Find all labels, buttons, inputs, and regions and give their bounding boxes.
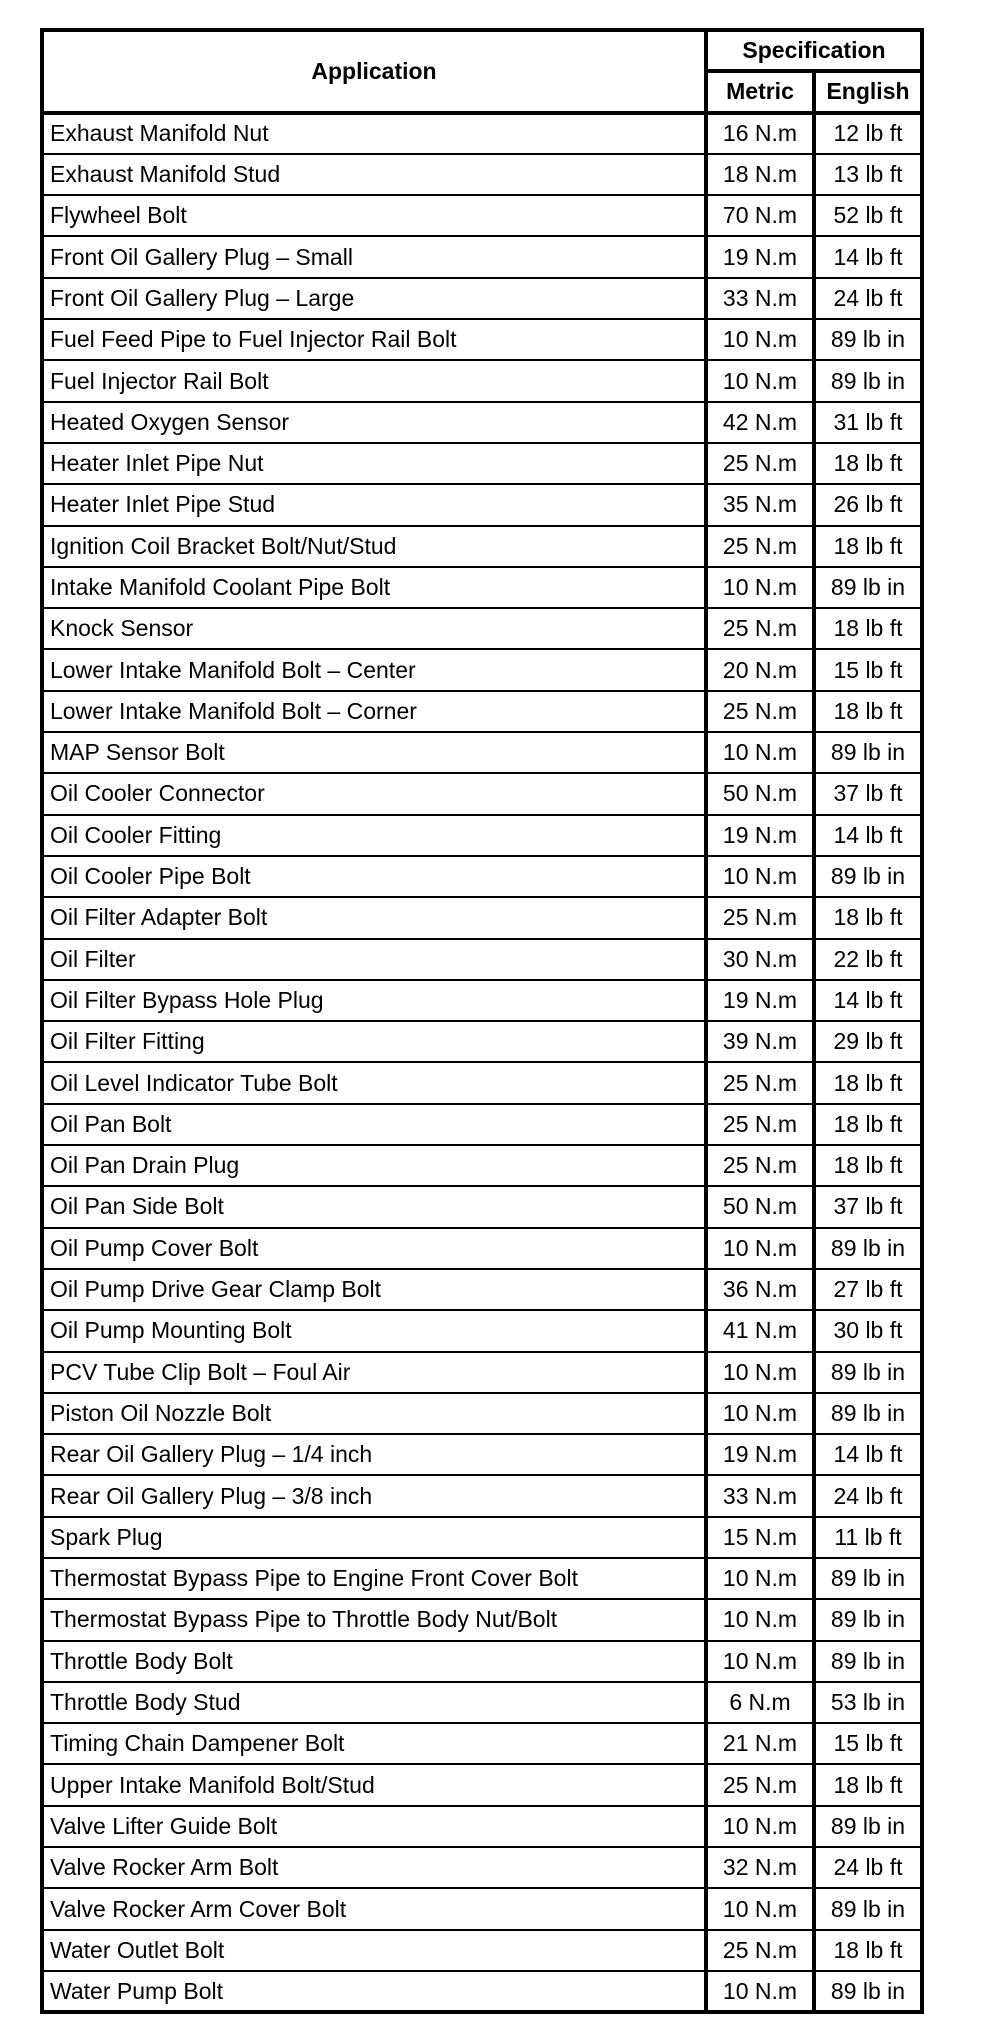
english-cell: 89 lb in bbox=[814, 567, 922, 608]
table-row bbox=[42, 1764, 922, 1805]
table-row bbox=[42, 980, 922, 1021]
english-cell: 89 lb in bbox=[814, 732, 922, 773]
metric-cell: 33 N.m bbox=[706, 278, 814, 319]
table-row bbox=[42, 1971, 922, 2012]
table-row bbox=[42, 939, 922, 980]
metric-cell: 41 N.m bbox=[706, 1310, 814, 1351]
application-cell: Oil Filter Fitting bbox=[42, 1021, 706, 1062]
table-row bbox=[42, 1145, 922, 1186]
english-cell: 37 lb ft bbox=[814, 773, 922, 814]
english-cell: 89 lb in bbox=[814, 1971, 922, 2012]
metric-cell: 25 N.m bbox=[706, 1104, 814, 1145]
application-cell: Heater Inlet Pipe Nut bbox=[42, 443, 706, 484]
table-row bbox=[42, 1310, 922, 1351]
table-row bbox=[42, 1806, 922, 1847]
application-cell: Throttle Body Stud bbox=[42, 1682, 706, 1723]
english-cell: 18 lb ft bbox=[814, 608, 922, 649]
english-cell: 12 lb ft bbox=[814, 113, 922, 154]
english-cell: 53 lb in bbox=[814, 1682, 922, 1723]
table-row bbox=[42, 1393, 922, 1434]
english-cell: 18 lb ft bbox=[814, 1145, 922, 1186]
application-cell: Flywheel Bolt bbox=[42, 195, 706, 236]
table-row bbox=[42, 1186, 922, 1227]
table-row bbox=[42, 1847, 922, 1888]
application-cell: Fuel Injector Rail Bolt bbox=[42, 360, 706, 401]
metric-cell: 25 N.m bbox=[706, 1930, 814, 1971]
table-row bbox=[42, 1228, 922, 1269]
english-cell: 15 lb ft bbox=[814, 649, 922, 690]
metric-cell: 25 N.m bbox=[706, 691, 814, 732]
metric-cell: 35 N.m bbox=[706, 484, 814, 525]
application-cell: MAP Sensor Bolt bbox=[42, 732, 706, 773]
table-row bbox=[42, 649, 922, 690]
application-cell: Rear Oil Gallery Plug – 1/4 inch bbox=[42, 1434, 706, 1475]
metric-cell: 10 N.m bbox=[706, 1228, 814, 1269]
table-row bbox=[42, 1104, 922, 1145]
application-cell: Oil Pan Side Bolt bbox=[42, 1186, 706, 1227]
table-row bbox=[42, 732, 922, 773]
table-row bbox=[42, 1269, 922, 1310]
metric-cell: 10 N.m bbox=[706, 360, 814, 401]
table-row bbox=[42, 608, 922, 649]
english-cell: 89 lb in bbox=[814, 360, 922, 401]
application-cell: Oil Cooler Fitting bbox=[42, 815, 706, 856]
application-cell: Oil Level Indicator Tube Bolt bbox=[42, 1062, 706, 1103]
english-cell: 89 lb in bbox=[814, 856, 922, 897]
table-row bbox=[42, 773, 922, 814]
english-cell: 13 lb ft bbox=[814, 154, 922, 195]
table-row bbox=[42, 691, 922, 732]
table-row bbox=[42, 897, 922, 938]
table-row bbox=[42, 195, 922, 236]
metric-cell: 50 N.m bbox=[706, 773, 814, 814]
metric-cell: 32 N.m bbox=[706, 1847, 814, 1888]
metric-cell: 25 N.m bbox=[706, 443, 814, 484]
english-cell: 89 lb in bbox=[814, 1352, 922, 1393]
table-body bbox=[42, 113, 922, 2013]
application-cell: Oil Pump Drive Gear Clamp Bolt bbox=[42, 1269, 706, 1310]
application-cell: Valve Rocker Arm Cover Bolt bbox=[42, 1888, 706, 1929]
table-row bbox=[42, 1641, 922, 1682]
english-cell: 89 lb in bbox=[814, 1599, 922, 1640]
application-cell: Valve Lifter Guide Bolt bbox=[42, 1806, 706, 1847]
metric-cell: 6 N.m bbox=[706, 1682, 814, 1723]
header-application: Application bbox=[42, 30, 706, 113]
table-row bbox=[42, 154, 922, 195]
english-cell: 18 lb ft bbox=[814, 1062, 922, 1103]
application-cell: Oil Filter Adapter Bolt bbox=[42, 897, 706, 938]
application-cell: Throttle Body Bolt bbox=[42, 1641, 706, 1682]
table-row bbox=[42, 319, 922, 360]
application-cell: Upper Intake Manifold Bolt/Stud bbox=[42, 1764, 706, 1805]
metric-cell: 10 N.m bbox=[706, 1888, 814, 1929]
metric-cell: 25 N.m bbox=[706, 608, 814, 649]
metric-cell: 10 N.m bbox=[706, 1641, 814, 1682]
english-cell: 18 lb ft bbox=[814, 443, 922, 484]
application-cell: Thermostat Bypass Pipe to Throttle Body Nut/Bolt bbox=[42, 1599, 706, 1640]
header-english: English bbox=[814, 71, 922, 112]
english-cell: 24 lb ft bbox=[814, 1475, 922, 1516]
english-cell: 18 lb ft bbox=[814, 1764, 922, 1805]
english-cell: 14 lb ft bbox=[814, 980, 922, 1021]
metric-cell: 15 N.m bbox=[706, 1517, 814, 1558]
application-cell: Rear Oil Gallery Plug – 3/8 inch bbox=[42, 1475, 706, 1516]
application-cell: Knock Sensor bbox=[42, 608, 706, 649]
application-cell: Oil Filter bbox=[42, 939, 706, 980]
english-cell: 52 lb ft bbox=[814, 195, 922, 236]
english-cell: 22 lb ft bbox=[814, 939, 922, 980]
table-row bbox=[42, 113, 922, 154]
table-row bbox=[42, 278, 922, 319]
table-row bbox=[42, 1888, 922, 1929]
english-cell: 14 lb ft bbox=[814, 236, 922, 277]
english-cell: 89 lb in bbox=[814, 1806, 922, 1847]
application-cell: Exhaust Manifold Stud bbox=[42, 154, 706, 195]
table-row bbox=[42, 1021, 922, 1062]
table-row bbox=[42, 443, 922, 484]
application-cell: Fuel Feed Pipe to Fuel Injector Rail Bolt bbox=[42, 319, 706, 360]
english-cell: 89 lb in bbox=[814, 1228, 922, 1269]
english-cell: 89 lb in bbox=[814, 319, 922, 360]
metric-cell: 10 N.m bbox=[706, 856, 814, 897]
header-metric: Metric bbox=[706, 71, 814, 112]
metric-cell: 10 N.m bbox=[706, 1558, 814, 1599]
application-cell: Ignition Coil Bracket Bolt/Nut/Stud bbox=[42, 526, 706, 567]
table-row bbox=[42, 360, 922, 401]
table-row bbox=[42, 1475, 922, 1516]
metric-cell: 10 N.m bbox=[706, 1971, 814, 2012]
application-cell: Heater Inlet Pipe Stud bbox=[42, 484, 706, 525]
english-cell: 24 lb ft bbox=[814, 278, 922, 319]
application-cell: Oil Pump Mounting Bolt bbox=[42, 1310, 706, 1351]
english-cell: 18 lb ft bbox=[814, 1930, 922, 1971]
metric-cell: 30 N.m bbox=[706, 939, 814, 980]
table-row bbox=[42, 815, 922, 856]
metric-cell: 21 N.m bbox=[706, 1723, 814, 1764]
metric-cell: 10 N.m bbox=[706, 1599, 814, 1640]
english-cell: 18 lb ft bbox=[814, 691, 922, 732]
application-cell: PCV Tube Clip Bolt – Foul Air bbox=[42, 1352, 706, 1393]
english-cell: 24 lb ft bbox=[814, 1847, 922, 1888]
table-row bbox=[42, 1682, 922, 1723]
application-cell: Oil Pan Bolt bbox=[42, 1104, 706, 1145]
table-row bbox=[42, 1434, 922, 1475]
application-cell: Spark Plug bbox=[42, 1517, 706, 1558]
english-cell: 15 lb ft bbox=[814, 1723, 922, 1764]
metric-cell: 10 N.m bbox=[706, 319, 814, 360]
metric-cell: 33 N.m bbox=[706, 1475, 814, 1516]
table-row bbox=[42, 1723, 922, 1764]
application-cell: Oil Cooler Connector bbox=[42, 773, 706, 814]
metric-cell: 25 N.m bbox=[706, 1764, 814, 1805]
table-row bbox=[42, 1062, 922, 1103]
english-cell: 37 lb ft bbox=[814, 1186, 922, 1227]
application-cell: Timing Chain Dampener Bolt bbox=[42, 1723, 706, 1764]
application-cell: Water Outlet Bolt bbox=[42, 1930, 706, 1971]
metric-cell: 36 N.m bbox=[706, 1269, 814, 1310]
table-row bbox=[42, 236, 922, 277]
table-row bbox=[42, 567, 922, 608]
metric-cell: 39 N.m bbox=[706, 1021, 814, 1062]
metric-cell: 19 N.m bbox=[706, 815, 814, 856]
english-cell: 89 lb in bbox=[814, 1641, 922, 1682]
table-row bbox=[42, 402, 922, 443]
header-specification: Specification bbox=[706, 30, 922, 71]
english-cell: 18 lb ft bbox=[814, 1104, 922, 1145]
metric-cell: 19 N.m bbox=[706, 236, 814, 277]
english-cell: 29 lb ft bbox=[814, 1021, 922, 1062]
metric-cell: 10 N.m bbox=[706, 1806, 814, 1847]
metric-cell: 42 N.m bbox=[706, 402, 814, 443]
english-cell: 14 lb ft bbox=[814, 1434, 922, 1475]
metric-cell: 19 N.m bbox=[706, 1434, 814, 1475]
table-row bbox=[42, 1352, 922, 1393]
application-cell: Oil Cooler Pipe Bolt bbox=[42, 856, 706, 897]
metric-cell: 50 N.m bbox=[706, 1186, 814, 1227]
application-cell: Lower Intake Manifold Bolt – Corner bbox=[42, 691, 706, 732]
application-cell: Oil Pan Drain Plug bbox=[42, 1145, 706, 1186]
application-cell: Water Pump Bolt bbox=[42, 1971, 706, 2012]
metric-cell: 25 N.m bbox=[706, 897, 814, 938]
english-cell: 30 lb ft bbox=[814, 1310, 922, 1351]
metric-cell: 16 N.m bbox=[706, 113, 814, 154]
table-row bbox=[42, 1930, 922, 1971]
metric-cell: 70 N.m bbox=[706, 195, 814, 236]
metric-cell: 25 N.m bbox=[706, 1145, 814, 1186]
metric-cell: 20 N.m bbox=[706, 649, 814, 690]
metric-cell: 19 N.m bbox=[706, 980, 814, 1021]
application-cell: Lower Intake Manifold Bolt – Center bbox=[42, 649, 706, 690]
application-cell: Heated Oxygen Sensor bbox=[42, 402, 706, 443]
english-cell: 89 lb in bbox=[814, 1393, 922, 1434]
application-cell: Front Oil Gallery Plug – Large bbox=[42, 278, 706, 319]
metric-cell: 18 N.m bbox=[706, 154, 814, 195]
table-header bbox=[42, 30, 922, 113]
metric-cell: 25 N.m bbox=[706, 1062, 814, 1103]
metric-cell: 10 N.m bbox=[706, 1393, 814, 1434]
table-row bbox=[42, 856, 922, 897]
application-cell: Valve Rocker Arm Bolt bbox=[42, 1847, 706, 1888]
english-cell: 18 lb ft bbox=[814, 897, 922, 938]
english-cell: 27 lb ft bbox=[814, 1269, 922, 1310]
table-row bbox=[42, 1599, 922, 1640]
application-cell: Exhaust Manifold Nut bbox=[42, 113, 706, 154]
english-cell: 26 lb ft bbox=[814, 484, 922, 525]
table-row bbox=[42, 1517, 922, 1558]
table-row bbox=[42, 526, 922, 567]
header-row-top bbox=[42, 30, 922, 71]
metric-cell: 10 N.m bbox=[706, 1352, 814, 1393]
application-cell: Oil Filter Bypass Hole Plug bbox=[42, 980, 706, 1021]
application-cell: Thermostat Bypass Pipe to Engine Front Cover Bolt bbox=[42, 1558, 706, 1599]
application-cell: Piston Oil Nozzle Bolt bbox=[42, 1393, 706, 1434]
english-cell: 11 lb ft bbox=[814, 1517, 922, 1558]
application-cell: Oil Pump Cover Bolt bbox=[42, 1228, 706, 1269]
table-row bbox=[42, 484, 922, 525]
english-cell: 89 lb in bbox=[814, 1888, 922, 1929]
metric-cell: 10 N.m bbox=[706, 732, 814, 773]
english-cell: 31 lb ft bbox=[814, 402, 922, 443]
metric-cell: 25 N.m bbox=[706, 526, 814, 567]
metric-cell: 10 N.m bbox=[706, 567, 814, 608]
application-cell: Intake Manifold Coolant Pipe Bolt bbox=[42, 567, 706, 608]
table-row bbox=[42, 1558, 922, 1599]
english-cell: 89 lb in bbox=[814, 1558, 922, 1599]
application-cell: Front Oil Gallery Plug – Small bbox=[42, 236, 706, 277]
english-cell: 14 lb ft bbox=[814, 815, 922, 856]
english-cell: 18 lb ft bbox=[814, 526, 922, 567]
fastener-specification-table bbox=[40, 28, 924, 2014]
